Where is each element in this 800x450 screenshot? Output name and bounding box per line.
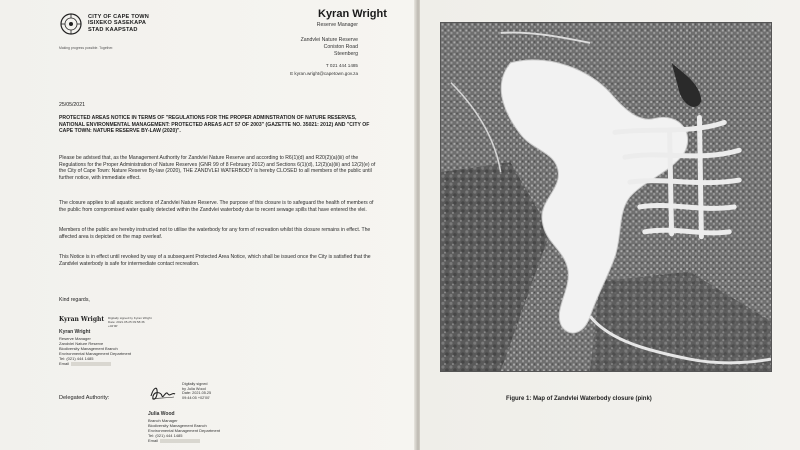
delegated-name: Julia Wood [148, 411, 175, 417]
handwritten-signature [148, 382, 178, 404]
closing: Kind regards, [59, 297, 90, 303]
digital-note-line: by Julia Wood [182, 386, 206, 391]
signatory-role: Reserve Manager [59, 335, 91, 341]
body-paragraph-2: The closure applies to all aquatic sections of Zandvlei Nature Reserve. The purpose of this closure is to safeguard the health of members of the public from compromised water quality detected within the Zandvlei waterbody due to recent sewage spills that have entered the vlei. [59, 200, 374, 213]
figure-caption: Figure 1: Map of Zandvlei Waterbody closure (pink) [506, 396, 652, 402]
address-line: Steenberg [334, 51, 358, 57]
letter-date: 25/05/2021 [59, 102, 85, 108]
body-paragraph-1: Please be advised that, as the Management Authority for Zandvlei Nature Reserve and according to R6(1)(d) and R20(2)(a)(iii) of the Regulations for the Proper Administration of Nature Reserves (GNR 99 of 8 February 2012) and Sections 6(1)(d), 12(2)(a)(iii) and 12(2)(e) of the City of Cape Town: Nature Reserve By-law (2020), THE ZANDVLEI WATERBODY is hereby CLOSED to all members of the public until further notice, with immediate effect. [59, 155, 376, 181]
delegated-authority-label: Delegated Authority: [59, 395, 110, 401]
org-line: CITY OF CAPE TOWN [88, 14, 149, 20]
org-line: ISIXEKO SASEKAPA [88, 20, 147, 27]
aerial-map [440, 22, 772, 372]
city-logo-icon [60, 13, 82, 35]
digital-signature-name: Kyran Wright [59, 316, 105, 323]
delegated-role: Branch Manager [148, 417, 178, 423]
digital-note-line: Date: 2021.05.25 [182, 391, 212, 396]
delegated-digital-note [182, 382, 211, 400]
delegated-tel: Tel: (021) 444 1485 [148, 432, 183, 438]
signatory-tel: Tel: (021) 444 1485 [59, 355, 94, 361]
redacted-email [160, 439, 200, 443]
org-line: STAD KAAPSTAD [88, 26, 138, 33]
signatory-role: Biodiversity Management Branch [59, 345, 118, 351]
address-line: Coniston Road [323, 44, 358, 50]
delegated-email-row [148, 438, 220, 443]
sender-title: Reserve Manager [316, 22, 358, 28]
signatory1-block [59, 330, 131, 366]
sender-address [301, 37, 358, 58]
delegated-role: Biodiversity Management Branch [148, 422, 207, 428]
slogan: Making progress possible. Together. [59, 46, 114, 50]
sender-email: E kyran.wright@capetown.gov.za [290, 71, 358, 76]
digital-signature-note: Digitally signed by Kyran Wright Date: 2021.05.25 09:58:36 +02'00' [108, 316, 152, 328]
address-line: Zandvlei Nature Reserve [300, 37, 358, 43]
sender-phone: T 021 444 1485 [325, 63, 358, 68]
org-name-block [88, 14, 149, 33]
signatory-email-row [59, 361, 131, 366]
digital-note-line: Digitally signed [182, 382, 208, 386]
email-label: Email [59, 360, 70, 366]
signatory-name: Kyran Wright [59, 329, 91, 335]
email-label: Email [148, 437, 159, 443]
map-page [420, 0, 800, 450]
body-paragraph-4: This Notice is in effect until revoked by way of a subsequent Protected Area Notice, which shall be issued once the City is satisfied that the Zandvlei waterbody is safe for intermediate contact recreation. [59, 254, 371, 267]
digital-note-line: 09:44:05 +02'00' [182, 395, 210, 400]
signatory-role: Environmental Management Department [59, 350, 132, 356]
delegated-block [148, 412, 220, 443]
notice-subject: PROTECTED AREAS NOTICE IN TERMS OF "REGULATIONS FOR THE PROPER ADMINSTRATION OF NATURE RESERVES, NATIONAL ENVIRONMENTAL MANAGEMENT: PROTECTED AREAS ACT 57 OF 2003" (GAZETTE NO. 35021: 2012) AND "CITY OF CAPE TOWN: NATURE RESERVE BY-LAW (2020)". [59, 115, 370, 135]
delegated-role: Environmental Management Department [148, 427, 221, 433]
redacted-email [71, 362, 111, 366]
body-paragraph-3: Members of the public are hereby instructed not to utilise the waterbody for any form of recreation whilst this closure remains in effect. The affected area is depicted on the map overleaf. [59, 227, 371, 240]
signatory-role: Zandvlei Nature Reserve [59, 340, 104, 346]
sender-name: Kyran Wright [318, 8, 387, 20]
